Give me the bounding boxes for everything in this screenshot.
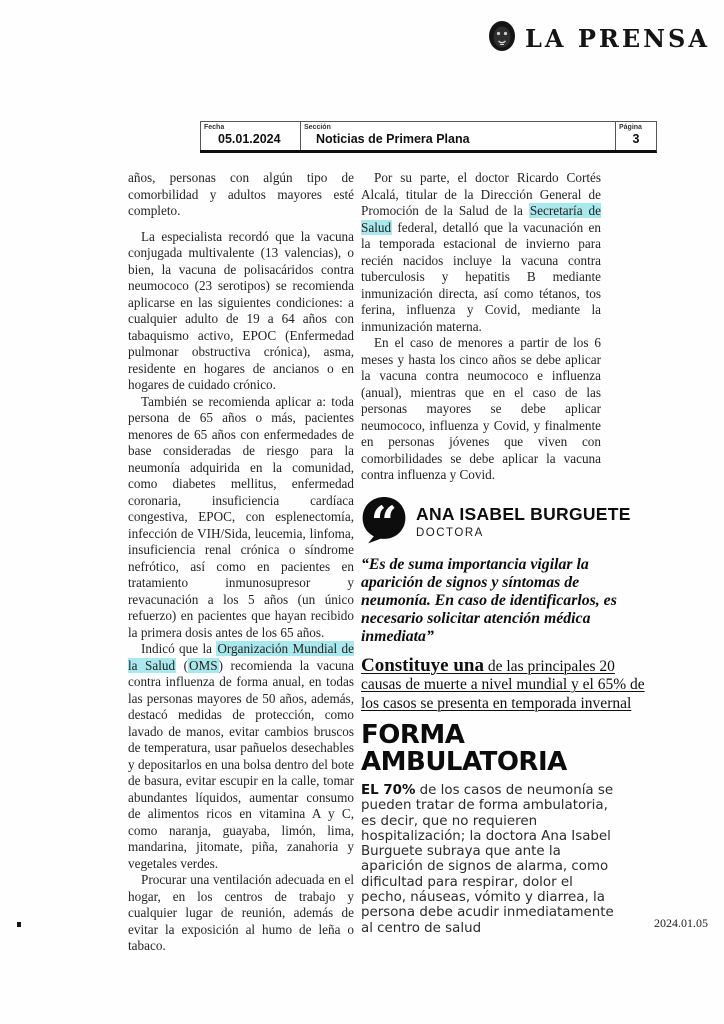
lion-head-logo-icon [488,20,516,57]
paragraph-text: federal, detalló que la vacunación en la temporada estacional de invierno para recién nacidos incluye la vacuna contra tuberculosis y hepatitis B mediante inmunización directa, así como tétanos, tos ferina, influenza y Covid, mediante la inmunización materna. [361,219,601,334]
quote-author-name: ANA ISABEL BURGUETE [416,503,631,524]
paragraph-text: Indicó que la [141,641,217,656]
meta-cell-fecha [200,122,300,150]
quote-author-role: DOCTORA [416,526,484,539]
meta-label-pagina: Página [619,124,642,131]
metadata-bar [200,121,657,153]
svg-text:“: “ [370,495,398,544]
paragraph-text: Por su parte, el doctor Ricardo Cortés Alcalá, titular de la Dirección General de Promoción de la Salud de la [361,170,601,218]
pull-quote: “Es de suma importancia vigilar la aparición de signos y síntomas de neumonía. En caso de identificarlos, es necesario solicitar atención médica inmediata” [361,555,617,645]
meta-value-pagina: 3 [632,132,640,146]
masthead [488,20,710,57]
highlighted-text-secretaria: Secretaría de Salud [361,203,601,235]
paragraph-text: ( [176,657,189,673]
paragraph: También se recomienda aplicar a: toda persona de 65 años o más, pacientes menores de 65 años con enfermedades de base consideradas de riesgo para la neumonía adquirida en la comunidad, como diabetes mellitus, enfermedad coronaria, insuficiencia cardíaca congestiva, EPOC, con esplenectomía, infección de VIH/Sida, leucemia, linfoma, insuficiencia renal crónica o síndrome nefrótico, así como en pacientes en tratamiento inmunosupresor y revacunación a los 5 años (un único refuerzo) en pacientes que hayan recibido la primera dosis antes de los 65 años. [128,393,354,640]
highlighted-text-oms-full: Organización Mundial de la Salud [128,641,354,673]
deck-lead [361,654,658,714]
deck-lead-bold: Constituye una [361,654,484,676]
meta-cell-seccion [300,122,615,150]
paragraph: Procurar una ventilación adecuada en el hogar, en los centros de trabajo y cualquier lugar de reunión, además de evitar la exposición al humo de leña o tabaco. [128,872,354,953]
quote-bubble-icon [361,496,407,549]
article-body [128,170,658,955]
paragraph: años, personas con algún tipo de comorbilidad y adultos mayores esté completo. [128,170,354,218]
right-column [361,170,658,955]
meta-value-seccion: Noticias de Primera Plana [316,132,470,146]
meta-label-seccion: Sección [304,124,331,131]
paragraph: La especialista recordó que la vacuna conjugada multivalente (13 valencias), o bien, la vacuna de polisacáridos contra neumococo (23 serotipos) se recomienda aplicarse en las siguientes condiciones: a cualquier adulto de 19 a 64 años con tabaquismo activo, EPOC (Enfermedad pulmonar obstructiva crónica), asma, residente en hogares de ancianos o en hogares de cuidado crónico. [128,228,354,392]
left-column [128,170,354,955]
ambulatory-bold: EL 70% [361,783,416,798]
ambulatory-rest: de los casos de neumonía se pueden tratar de forma ambulatoria, es decir, que no requieren hospitalización; la doctora Ana Isabel Burguete subraya que ante la aparición de signos de alarma, como dificultad para respirar, dolor el pecho, náuseas, vómito y diarrea, la persona debe acudir inmediatamente al centro de salud [361,783,614,936]
scan-registration-mark [17,922,21,927]
meta-value-fecha: 05.01.2024 [218,132,281,146]
paragraph: En el caso de menores a partir de los 6 meses y hasta los cinco años se debe aplicar la vacuna contra neumococo e influenza (anual), mientras que en el caso de las personas mayores se debe aplicar neumococo, influenza y Covid, y finalmente en personas jóvenes que viven con comorbilidades se debe aplicar la vacuna contra influenza y Covid. [361,335,601,482]
meta-cell-pagina [615,122,656,150]
footer-date: 2024.01.05 [654,916,708,930]
ambulatory-paragraph [361,783,617,936]
deck-lead-rest: de las principales 20 causas de muerte a nivel mundial y el 65% de los casos se presenta en temporada invernal [361,657,645,712]
quote-attribution [361,496,658,549]
meta-label-fecha: Fecha [204,124,225,131]
highlighted-text-oms-abbr: OMS [189,657,218,673]
paragraph-text: ) recomienda la vacuna contra influenza de forma anual, en todas las personas mayores de 50 años, además, destacó medidas de protección, como lavado de manos, evitar cambios bruscos de temperatura, usar pañuelos desechables y depositarlos en una bolsa dentro del bote de basura, evitar escupir en la calle, tomar abundantes líquidos, aumentar consumo de alimentos ricos en vitamina A y C, como naranja, guayaba, limón, lima, mandarina, jitomate, piña, zanahoria y vegetales verdes. [128,657,354,871]
section-heading: FORMA AMBULATORIA [361,720,567,777]
quote-author [416,505,631,540]
paragraph-with-highlights [361,170,601,335]
paragraph-with-highlights [128,641,354,872]
masthead-title: LA PRENSA [524,24,710,53]
